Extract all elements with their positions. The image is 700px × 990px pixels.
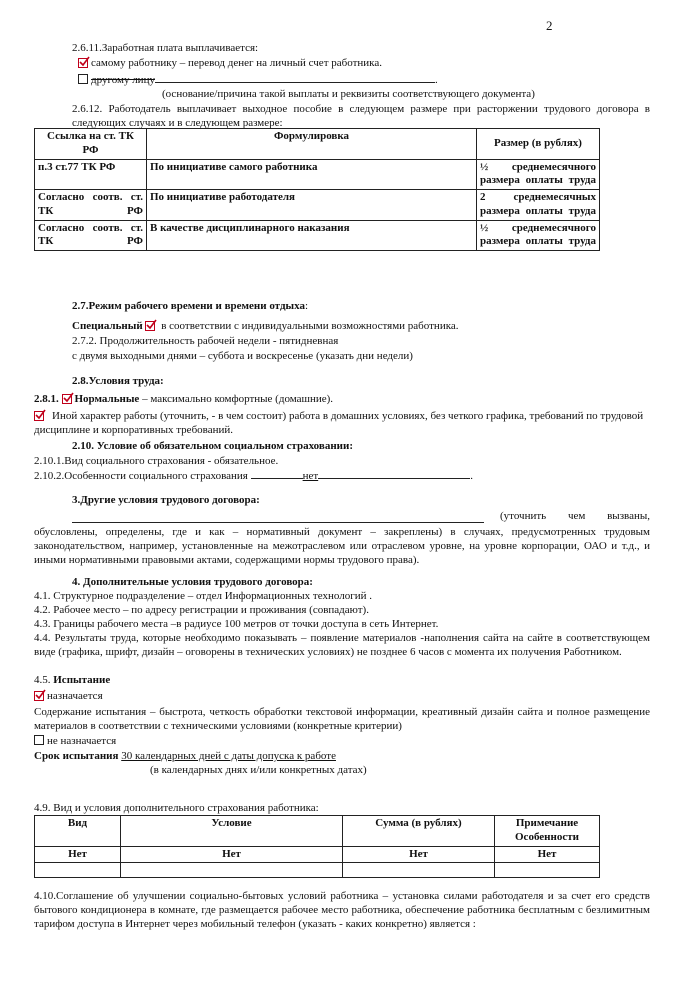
table-cell: Нет — [121, 846, 343, 863]
section-2-7-title-text: 2.7.Режим рабочего времени и времени отдыха — [72, 300, 305, 312]
section-4-4: 4.4. Результаты труда, которые необходимо показывать – появление материалов -наполнения сайта на сайте в соответствующем виде (графика, шрифт, дизайн – оговорены в технических условиях) не позднее 6 часов с момента их получения Работником. — [34, 632, 650, 658]
table-header-row — [35, 816, 600, 847]
salary-note: (основание/причина такой выплаты и реквизиты соответствующего документа) — [162, 88, 535, 100]
table-header: Ссылка на ст. ТК РФ — [35, 129, 147, 160]
not-assigned-label: не назначается — [47, 735, 117, 747]
table-row — [35, 863, 600, 878]
checked-checkbox-icon[interactable] — [62, 394, 72, 404]
section-3-head-right: (уточнить чем вызваны, — [500, 510, 650, 522]
section-2-7-title — [72, 300, 308, 314]
assigned-label: назначается — [47, 690, 103, 702]
term-label: Срок испытания — [34, 750, 119, 762]
section-4-1: 4.1. Структурное подразделение – отдел Информационных технологий . — [34, 590, 372, 602]
table-cell: Согласно соотв. ст. ТК РФ — [35, 190, 147, 221]
conditions-other[interactable] — [34, 410, 652, 438]
section-2-7-2: 2.7.2. Продолжительность рабочей недели - пятидневная — [72, 335, 339, 347]
section-2-6-12-text: 2.6.12. Работодатель выплачивает выходное пособие в следующем размере при расторжении трудового договора в следующих случаях и в следующем размере: — [72, 103, 650, 129]
salary-option-other-label: другому лицу — [91, 74, 155, 86]
table-header: Размер (в рублях) — [477, 129, 600, 160]
table-row — [35, 846, 600, 863]
table-header: Вид — [35, 816, 121, 847]
section-4-2: 4.2. Рабочее место – по адресу регистрации и проживания (совпадают). — [34, 604, 369, 616]
severance-table — [34, 128, 600, 251]
unchecked-checkbox-icon[interactable] — [34, 735, 44, 745]
table-header: Формулировка — [147, 129, 477, 160]
table-header-row — [35, 129, 600, 160]
section-2-8-title: 2.8.Условия труда: — [72, 375, 164, 387]
salary-option-self[interactable] — [78, 57, 382, 71]
table-cell — [121, 863, 343, 878]
normal-text: – максимально комфортные (домашние). — [142, 393, 334, 405]
item-number: 2.8.1. — [34, 393, 59, 405]
days-off: с двумя выходными днями – суббота и воскресенье (указать дни недели) — [72, 350, 413, 362]
table-cell: ½ среднемесячного размера оплаты труда — [477, 220, 600, 251]
salary-option-other[interactable] — [78, 73, 438, 88]
schedule-special[interactable] — [72, 320, 459, 334]
table-cell: В качестве дисциплинарного наказания — [147, 220, 477, 251]
term-value: 30 календарных дней с даты допуска к работе — [121, 750, 336, 762]
period: . — [470, 470, 473, 482]
probation-not-assigned[interactable] — [34, 735, 116, 749]
probation-content: Содержание испытания – быстрота, четкость обработки текстовой информации, креативный дизайн сайта и полное размещение материалов в соответствии с техническими условиями (конкретные критерии) — [34, 706, 650, 732]
normal-label: Нормальные — [74, 393, 140, 405]
table-cell: ½ среднемесячного размера оплаты труда — [477, 159, 600, 190]
checked-checkbox-icon[interactable] — [34, 411, 44, 421]
blank-line — [251, 469, 303, 479]
table-row — [35, 190, 600, 221]
table-header: Условие — [121, 816, 343, 847]
period: . — [434, 74, 438, 86]
section-2-10-1: 2.10.1.Вид социального страхования - обязательное. — [34, 455, 279, 467]
table-cell: п.3 ст.77 ТК РФ — [35, 159, 147, 190]
section-3-title: 3.Другие условия трудового договора: — [72, 494, 260, 506]
table-cell: Нет — [343, 846, 495, 863]
table-row — [35, 159, 600, 190]
probation-term — [34, 750, 336, 764]
page-number: 2 — [546, 18, 553, 33]
section-3-text: обусловлены, определены, где и как – нормативный документ – закреплены) в случаях, предусмотренных трудовым законодательством, например, установленные на межотраслевом или отраслевом уровне, на уровне корпорации, ОАО и т.д., и иными нормативными правовыми актами, содержащими нормы трудового права). — [34, 526, 650, 566]
blank-line — [155, 73, 435, 83]
table-cell: Согласно соотв. ст. ТК РФ — [35, 220, 147, 251]
table-cell — [343, 863, 495, 878]
table-header: Примечание Особенности — [495, 816, 600, 847]
blank-line — [318, 469, 470, 479]
section-4-9-title: 4.9. Вид и условия дополнительного страхования работника: — [34, 802, 319, 814]
conditions-normal[interactable] — [34, 393, 333, 407]
section-2-6-11-title: 2.6.11.Заработная плата выплачивается: — [72, 42, 259, 54]
probation-label: Испытание — [53, 674, 111, 686]
insurance-value: нет — [302, 470, 319, 482]
table-cell: Нет — [35, 846, 121, 863]
section-4-10-text: 4.10.Соглашение об улучшении социально-бытовых условий работника – установка силами работодателя и за счет его средств бытового кондиционера в комнате, где размещается рабочее место работника, обеспечение работника бесплатным с безлимитным тарифом доступа в Интернет через мобильный телефон (указать - каких конкретно) является : — [34, 890, 650, 930]
table-row — [35, 220, 600, 251]
table-cell: По инициативе самого работника — [147, 159, 477, 190]
special-text: в соответствии с индивидуальными возможностями работника. — [161, 320, 459, 332]
section-2-10-2 — [34, 469, 473, 484]
section-4-3: 4.3. Границы рабочего места –в радиусе 100 метров от точки доступа в сеть Интернет. — [34, 618, 439, 630]
section-4-title: 4. Дополнительные условия трудового договора: — [72, 576, 313, 588]
table-cell: 2 среднемесячных размера оплаты труда — [477, 190, 600, 221]
blank-line — [72, 512, 484, 523]
checked-checkbox-icon[interactable] — [34, 691, 44, 701]
unchecked-checkbox-icon[interactable] — [78, 74, 88, 84]
section-2-10-title: 2.10. Условие об обязательном социальном страховании: — [72, 440, 354, 452]
probation-term-note: (в календарных днях и/или конкретных датах) — [150, 764, 367, 776]
special-label: Специальный — [72, 320, 143, 332]
colon: : — [304, 300, 309, 312]
probation-assigned[interactable] — [34, 690, 103, 704]
item-number: 4.5. — [34, 674, 51, 686]
table-cell: Нет — [495, 846, 600, 863]
insurance-table — [34, 815, 600, 878]
salary-option-self-label: самому работнику – перевод денег на личный счет работника. — [91, 57, 382, 69]
table-cell — [495, 863, 600, 878]
table-cell: По инициативе работодателя — [147, 190, 477, 221]
other-text: Иной характер работы (уточнить, - в чем состоит) работа в домашних условиях, без четкого графика, требований по трудовой дисциплине и корпоративных требований. — [34, 410, 644, 436]
checked-checkbox-icon[interactable] — [145, 321, 155, 331]
table-cell — [35, 863, 121, 878]
checked-checkbox-icon[interactable] — [78, 58, 88, 68]
section-4-5 — [34, 674, 110, 688]
table-header: Сумма (в рублях) — [343, 816, 495, 847]
section-2-10-2-label: 2.10.2.Особенности социального страхования — [34, 470, 248, 482]
